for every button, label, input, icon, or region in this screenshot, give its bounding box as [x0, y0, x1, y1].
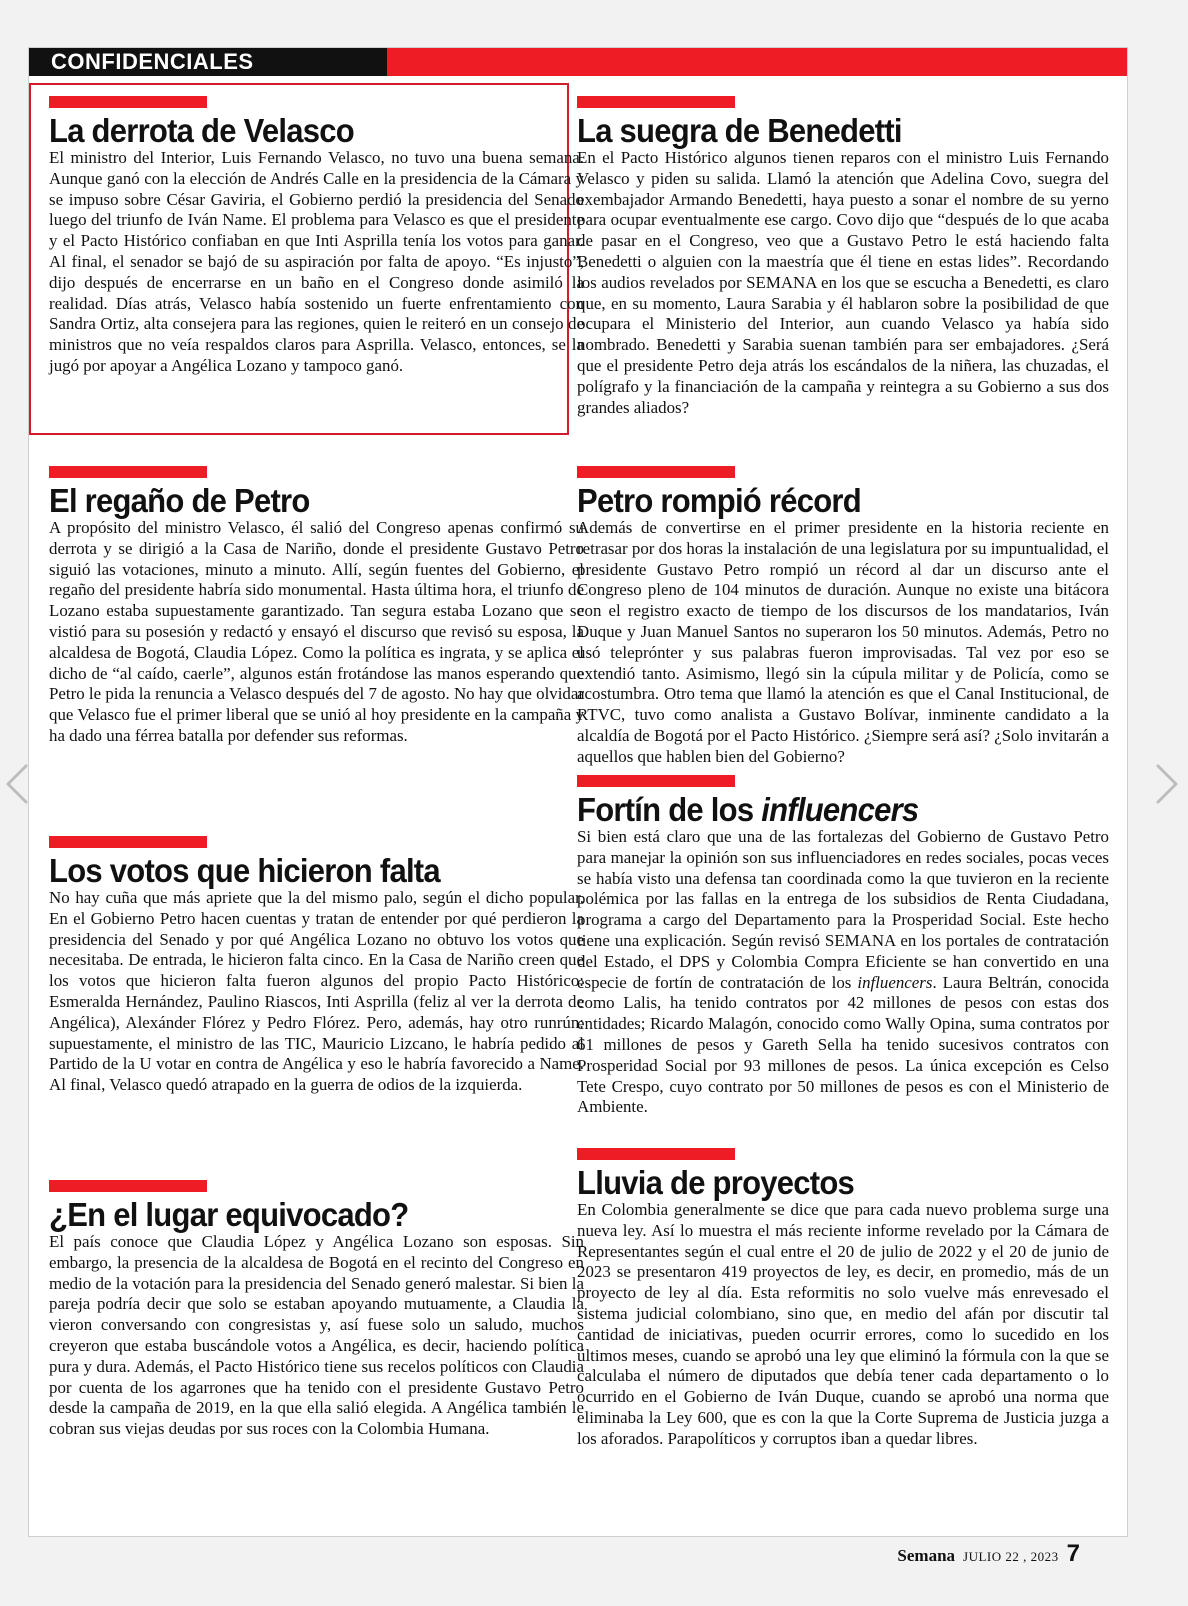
article-body: No hay cuña que más apriete que la del mismo palo, según el dicho popular. En el Gobierno Petro hacen cuentas y tratan de entender por qué perdieron la presidencia del Senado y por qué Angélica Lozano no obtuvo los votos que necesitaba. De entrada, le hicieron falta cinco. En la Casa de Nariño creen que los votos que hicieron falta fueron algunos del propio Pacto Histórico: Esmeralda Hernández, Paulino Riascos, Inti Asprilla (feliz al ver la derrota de Angélica), Alexánder Flórez y Pedro Flórez. Pero, además, hay otro runrún: supuestamente, el ministro de las TIC, Mauricio Lizcano, le habría pedido al Partido de la U votar en contra de Angélica y eso le habría favorecido a Name. Al final, Velasco quedó atrapado en la guerra de odios de la izquierda.: [49, 888, 584, 1095]
section-header-label-box: [29, 48, 387, 76]
article-body-italic: influencers: [857, 972, 933, 992]
article-body: [577, 827, 1109, 1118]
article-title: ¿En el lugar equivocado?: [49, 1196, 409, 1233]
footer-brand: Semana: [897, 1546, 956, 1565]
article-lluvia-de-proyectos: [577, 1148, 1109, 1450]
article-body-part-b: . Laura Beltrán, conocida como Lalis, ha tenido contratos por 42 millones de pesos con estas dos entidades; Ricardo Malagón, conocido como Wally Opina, suma contratos por 61 millones de pesos y Gareth Sella ha tenido sucesivos contratos con Prosperidad Social por 93 millones de pesos. La única excepción es Celso Tete Crespo, cuyo contrato por 50 millones de pesos es con el Ministerio de Ambiente.: [577, 972, 1109, 1117]
article-la-suegra-de-benedetti: [577, 96, 1109, 418]
article-title: [577, 793, 1077, 827]
article-la-derrota-de-velasco: [49, 96, 584, 377]
article-body: En el Pacto Histórico algunos tienen reparos con el ministro Luis Fernando Velasco y piden su salida. Llamó la atención que Adelina Covo, suegra del exembajador Armando Benedetti, haya puesto a sonar el nombre de su yerno para ocupar eventualmente ese cargo. Covo dijo que “después de lo que acaba de pasar en el Congreso, veo que a Gustavo Petro le está haciendo falta Benedetti o alguien con la maestría que él tiene en estas lides”. Recordando los audios revelados por SEMANA en los que se escucha a Benedetti, es claro que, en su momento, Laura Sarabia y él hablaron sobre la posibilidad de que ocupara el Ministerio del Interior, aun cuando Velasco ya había sido nombrado. Benedetti y Sarabia suenan también para ser embajadores. ¿Será que el presidente Petro deja atrás los escándalos de la niñera, las chuzadas, el polígrafo y la financiación de la campaña y reintegra a su Gobierno a sus dos grandes aliados?: [577, 148, 1109, 417]
next-page-button[interactable]: [1154, 762, 1182, 806]
footer-date: JULIO 22 , 2023: [963, 1549, 1059, 1564]
article-body: Además de convertirse en el primer presidente en la historia reciente en retrasar por dos horas la instalación de una legislatura por su impuntualidad, el presidente Gustavo Petro rompió un récord al dar un discurso ante el Congreso pleno de 104 minutos de duración. Aunque no existe una bitácora con el registro exacto de tiempo de los discursos de los mandatarios, Iván Duque y Juan Manuel Santos no superaron los 50 minutos. Además, Petro no usó teleprónter y sus palabras fueron improvisadas. Tal vez por eso se extendió tanto. Asimismo, llegó sin la cúpula militar y de Policía, como se acostumbra. Otro tema que llamó la atención es que el Canal Institucional, de RTVC, tuvo como analista a Gustavo Bolívar, inminente candidato a la alcaldía de Bogotá por el Pacto Histórico. ¿Siempre será así? ¿Solo invitarán a aquellos que hablen bien del Gobierno?: [577, 518, 1109, 766]
article-title-main: Fortín de los: [577, 791, 762, 828]
article-accent-bar: [577, 96, 735, 108]
article-title: Petro rompió récord: [577, 482, 861, 519]
article-accent-bar: [49, 466, 207, 478]
article-accent-bar: [577, 466, 735, 478]
article-title: La derrota de Velasco: [49, 112, 354, 149]
magazine-page: [28, 47, 1128, 1537]
prev-page-button[interactable]: [2, 762, 30, 806]
article-petro-rompio-record: [577, 466, 1109, 768]
article-accent-bar: [577, 775, 735, 787]
page-footer: [897, 1540, 1080, 1568]
article-body: En Colombia generalmente se dice que para cada nuevo problema surge una nueva ley. Así lo muestra el más reciente informe revelado por la Cámara de Representantes según el cual entre el 20 de julio de 2022 y el 20 de junio de 2023 se presentaron 419 proyectos de ley, es decir, en promedio, más de un proyecto de ley al día. Esta reformitis no solo vuelve más enrevesado el sistema judicial colombiano, sino que, en medio del afán por discutir tal cantidad de iniciativas, pueden ocurrir errores, como lo sucedido en los últimos meses, cuando se aprobó una ley que eliminó la fórmula con la que se calculaba el número de diputados que debía tener cada departamento o lo ocurrido en el Gobierno de Iván Duque, cuando se aprobó una norma que eliminaba la Ley 600, que es con la que la Corte Suprema de Justicia juzga a los aforados. Parapolíticos y corruptos iban a quedar libres.: [577, 1200, 1109, 1448]
article-el-regano-de-petro: [49, 466, 584, 747]
chevron-left-icon: [2, 762, 30, 806]
article-title: La suegra de Benedetti: [577, 112, 902, 149]
article-body: El país conoce que Claudia López y Angélica Lozano son esposas. Sin embargo, la presencia de la alcaldesa de Bogotá en el recinto del Congreso en medio de la votación para la presidencia del Senado generó malestar. Si bien la pareja podría decir que solo se estaban apoyando mutuamente, a Claudia la vieron conversando con congresistas y, así fuese solo un saludo, muchos creyeron que estaba buscándole votos a Angélica, es decir, haciendo política pura y dura. Además, el Pacto Histórico tiene sus recelos políticos con Claudia por cuenta de los agarrones que ha tenido con el presidente Gustavo Petro desde la campaña de 2019, en la que ella salió elegida. A Angélica también le cobran sus viejas deudas por sus roces con la Colombia Humana.: [49, 1232, 584, 1439]
article-title: Los votos que hicieron falta: [49, 852, 440, 889]
article-fortin-de-los-influencers: [577, 775, 1109, 1118]
article-accent-bar: [49, 1180, 207, 1192]
page-number: 7: [1066, 1540, 1080, 1567]
article-title: El regaño de Petro: [49, 482, 310, 519]
article-body: A propósito del ministro Velasco, él salió del Congreso apenas confirmó su derrota y se dirigió a la Casa de Nariño, donde el presidente Gustavo Petro siguió las votaciones, minuto a minuto. Allí, según fuentes del Gobierno, el regaño del presidente habría sido monumental. Hasta última hora, el triunfo de Lozano estaba supuestamente garantizado. Tan segura estaba Lozano que se vistió para su posesión y redactó y ensayó el discurso que revisó su esposa, la alcaldesa de Bogotá, Claudia López. Como la política es ingrata, y se aplica el dicho de “al caído, caerle”, algunos están frotándose las manos esperando que Petro le pida la renuncia a Velasco después del 7 de agosto. No hay que olvidar que Velasco fue el primer liberal que se unió al hoy presidente en la campaña y ha dado una férrea batalla por defender sus reformas.: [49, 518, 584, 745]
article-body-part-a: Si bien está claro que una de las fortalezas del Gobierno de Gustavo Petro para manejar la opinión son sus influenciadores en redes sociales, pocas veces se había visto una defensa tan coordinada como la que tuvieron en la reciente polémica por las fallas en la entrega de los subsidios de Renta Ciudadana, programa a cargo del Departamento para la Prosperidad Social. Este hecho tiene una explicación. Según revisó SEMANA en los portales de contratación del Estado, el DPS y Colombia Compra Eficiente se han convertido en una especie de fortín de contratación de los: [577, 827, 1109, 992]
article-accent-bar: [49, 96, 207, 108]
section-header: [29, 48, 1127, 76]
article-body: El ministro del Interior, Luis Fernando Velasco, no tuvo una buena semana. Aunque ganó con la elección de Andrés Calle en la presidencia de la Cámara y se impuso sobre César Gaviria, el Gobierno perdió la presidencia del Senado luego del triunfo de Iván Name. El problema para Velasco es que el presidente y el Pacto Histórico confiaban en que Inti Asprilla tenía los votos para ganar. Al final, el senador se bajó de su aspiración por falta de apoyo. “Es injusto”, dijo después de encerrarse en un baño en el Congreso donde asimiló la realidad. Días atrás, Velasco había sostenido un fuerte enfrentamiento con Sandra Ortiz, alta consejera para las regiones, quien le reiteró en un consejo de ministros que no veía respaldos claros para Asprilla. Velasco, entonces, se la jugó por apoyar a Angélica Lozano y tampoco ganó.: [49, 148, 584, 375]
article-en-el-lugar-equivocado: [49, 1180, 584, 1440]
article-accent-bar: [49, 836, 207, 848]
article-title-italic: influencers: [761, 791, 919, 828]
section-title: CONFIDENCIALES: [51, 49, 254, 74]
chevron-right-icon: [1154, 762, 1182, 806]
article-accent-bar: [577, 1148, 735, 1160]
article-title: Lluvia de proyectos: [577, 1164, 855, 1201]
article-los-votos-que-hicieron-falta: [49, 836, 584, 1096]
